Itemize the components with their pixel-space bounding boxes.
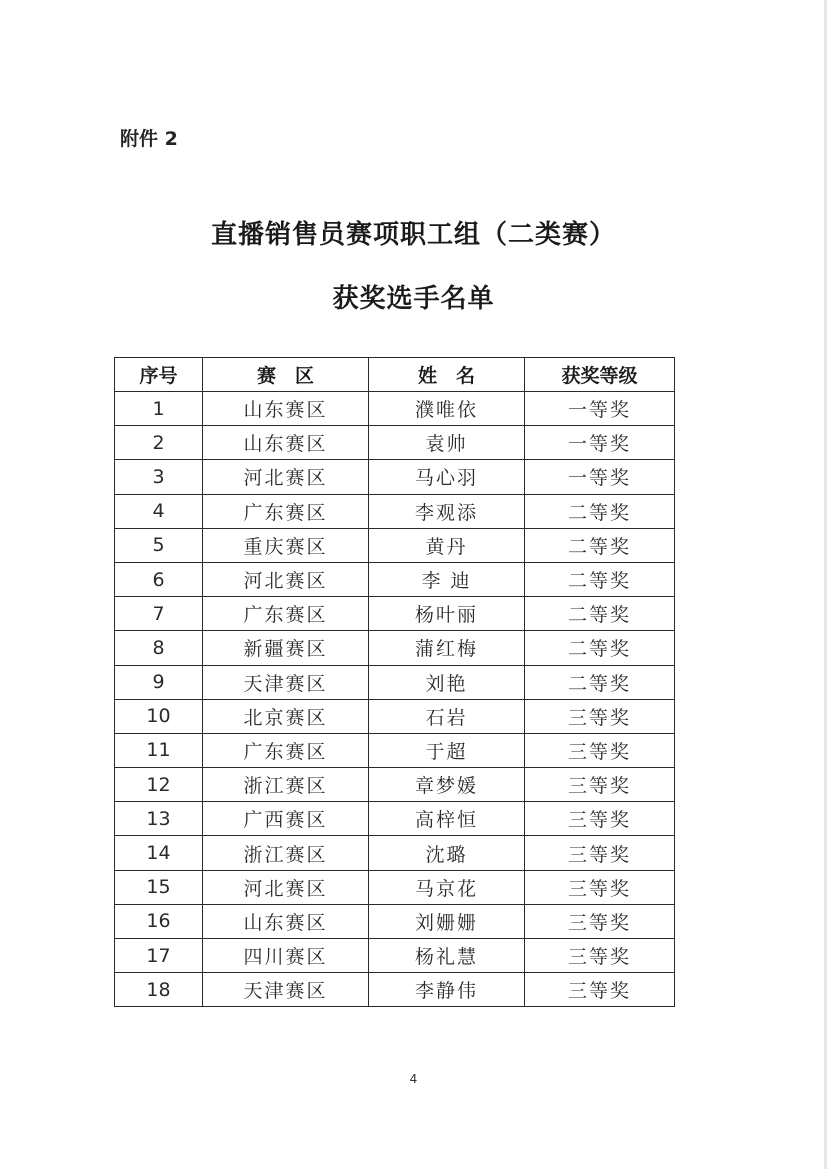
- cell-award-level: 三等奖: [525, 699, 675, 733]
- table-row: [115, 460, 675, 494]
- cell-region: 广东赛区: [203, 733, 369, 767]
- cell-region: 天津赛区: [203, 973, 369, 1007]
- cell-award-level: 三等奖: [525, 939, 675, 973]
- cell-region: 天津赛区: [203, 665, 369, 699]
- cell-award-level: 一等奖: [525, 392, 675, 426]
- cell-number: 17: [115, 939, 203, 973]
- cell-name: 李静伟: [369, 973, 525, 1007]
- cell-number: 7: [115, 597, 203, 631]
- table-row: [115, 597, 675, 631]
- cell-name: 高梓恒: [369, 802, 525, 836]
- cell-award-level: 三等奖: [525, 768, 675, 802]
- cell-region: 山东赛区: [203, 392, 369, 426]
- cell-award-level: 三等奖: [525, 836, 675, 870]
- cell-name: 沈璐: [369, 836, 525, 870]
- table-row: [115, 836, 675, 870]
- cell-number: 16: [115, 904, 203, 938]
- award-winners-table: [114, 357, 675, 1007]
- cell-number: 5: [115, 528, 203, 562]
- table-row: [115, 733, 675, 767]
- cell-name: 李观添: [369, 494, 525, 528]
- cell-award-level: 三等奖: [525, 802, 675, 836]
- cell-award-level: 二等奖: [525, 631, 675, 665]
- attachment-label: 附件 2: [120, 128, 178, 150]
- cell-name: 李 迪: [369, 562, 525, 596]
- table-row: [115, 699, 675, 733]
- cell-number: 14: [115, 836, 203, 870]
- cell-name: 杨叶丽: [369, 597, 525, 631]
- cell-region: 新疆赛区: [203, 631, 369, 665]
- cell-award-level: 三等奖: [525, 973, 675, 1007]
- table-row: [115, 528, 675, 562]
- table-row: [115, 494, 675, 528]
- cell-name: 马心羽: [369, 460, 525, 494]
- cell-award-level: 一等奖: [525, 460, 675, 494]
- cell-region: 四川赛区: [203, 939, 369, 973]
- cell-name: 于超: [369, 733, 525, 767]
- cell-region: 山东赛区: [203, 904, 369, 938]
- cell-region: 河北赛区: [203, 870, 369, 904]
- cell-award-level: 二等奖: [525, 494, 675, 528]
- cell-number: 3: [115, 460, 203, 494]
- column-header-region: 赛 区: [203, 358, 369, 392]
- cell-number: 18: [115, 973, 203, 1007]
- cell-award-level: 三等奖: [525, 870, 675, 904]
- table-header: [115, 358, 675, 392]
- cell-name: 杨礼慧: [369, 939, 525, 973]
- cell-number: 11: [115, 733, 203, 767]
- cell-number: 9: [115, 665, 203, 699]
- cell-name: 黄丹: [369, 528, 525, 562]
- document-title-line-1: 直播销售员赛项职工组（二类赛）: [210, 220, 616, 250]
- cell-number: 6: [115, 562, 203, 596]
- table-row: [115, 665, 675, 699]
- cell-number: 8: [115, 631, 203, 665]
- column-header-award-level: 获奖等级: [525, 358, 675, 392]
- cell-award-level: 三等奖: [525, 904, 675, 938]
- cell-number: 15: [115, 870, 203, 904]
- cell-name: 濮唯依: [369, 392, 525, 426]
- table-row: [115, 973, 675, 1007]
- cell-award-level: 二等奖: [525, 562, 675, 596]
- cell-region: 北京赛区: [203, 699, 369, 733]
- cell-award-level: 三等奖: [525, 733, 675, 767]
- column-header-name: 姓 名: [369, 358, 525, 392]
- table-body: [115, 392, 675, 1007]
- table-header-row: [115, 358, 675, 392]
- cell-number: 1: [115, 392, 203, 426]
- table-row: [115, 939, 675, 973]
- cell-number: 13: [115, 802, 203, 836]
- table-row: [115, 392, 675, 426]
- table-row: [115, 631, 675, 665]
- cell-region: 河北赛区: [203, 460, 369, 494]
- cell-name: 刘姗姗: [369, 904, 525, 938]
- cell-number: 12: [115, 768, 203, 802]
- table-row: [115, 904, 675, 938]
- cell-region: 河北赛区: [203, 562, 369, 596]
- cell-region: 广东赛区: [203, 597, 369, 631]
- cell-region: 重庆赛区: [203, 528, 369, 562]
- cell-name: 蒲红梅: [369, 631, 525, 665]
- cell-name: 袁帅: [369, 426, 525, 460]
- cell-number: 2: [115, 426, 203, 460]
- table-row: [115, 870, 675, 904]
- cell-region: 山东赛区: [203, 426, 369, 460]
- cell-number: 10: [115, 699, 203, 733]
- table-row: [115, 802, 675, 836]
- cell-name: 刘艳: [369, 665, 525, 699]
- cell-award-level: 二等奖: [525, 597, 675, 631]
- table-row: [115, 768, 675, 802]
- cell-region: 浙江赛区: [203, 836, 369, 870]
- column-header-number: 序号: [115, 358, 203, 392]
- cell-name: 章梦媛: [369, 768, 525, 802]
- cell-award-level: 一等奖: [525, 426, 675, 460]
- cell-region: 广西赛区: [203, 802, 369, 836]
- cell-region: 浙江赛区: [203, 768, 369, 802]
- page-number: 4: [409, 1072, 418, 1086]
- cell-name: 石岩: [369, 699, 525, 733]
- cell-name: 马京花: [369, 870, 525, 904]
- table-row: [115, 562, 675, 596]
- document-title-line-2: 获奖选手名单: [332, 284, 495, 314]
- cell-number: 4: [115, 494, 203, 528]
- cell-award-level: 二等奖: [525, 528, 675, 562]
- cell-award-level: 二等奖: [525, 665, 675, 699]
- table-row: [115, 426, 675, 460]
- cell-region: 广东赛区: [203, 494, 369, 528]
